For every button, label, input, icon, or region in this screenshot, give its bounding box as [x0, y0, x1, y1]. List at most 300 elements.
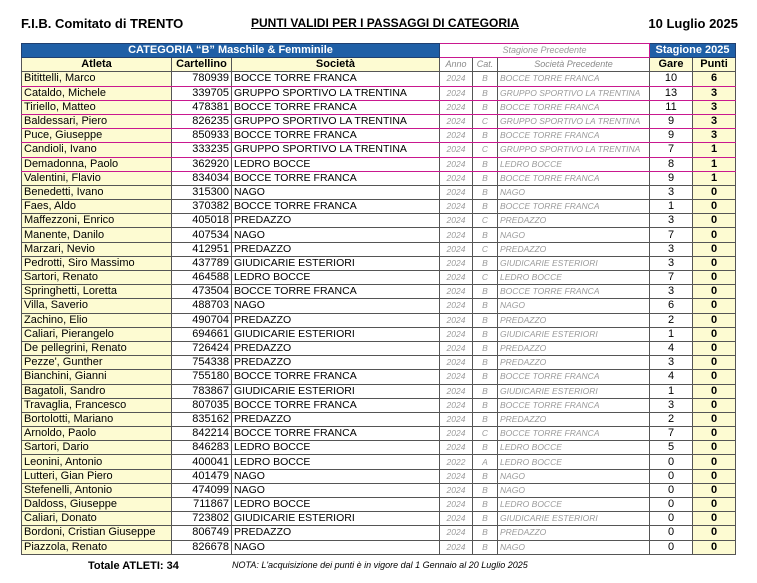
table-row [22, 412, 736, 426]
cell-gare: 9 [650, 114, 693, 128]
cell-societa-precedente: BOCCE TORRE FRANCA [498, 200, 650, 214]
table-row [22, 100, 736, 114]
cell-punti: 3 [693, 86, 736, 100]
col-header-anno: Anno [440, 58, 473, 72]
cell-gare: 8 [650, 157, 693, 171]
cell-cat: B [473, 200, 498, 214]
cell-atleta: Caliari, Donato [22, 512, 172, 526]
cell-punti: 0 [693, 398, 736, 412]
cell-anno: 2024 [440, 299, 473, 313]
cell-gare: 3 [650, 185, 693, 199]
cell-anno: 2024 [440, 313, 473, 327]
cell-cat: B [473, 441, 498, 455]
cell-atleta: Travaglia, Francesco [22, 398, 172, 412]
cell-societa: BOCCE TORRE FRANCA [232, 398, 440, 412]
cell-anno: 2024 [440, 242, 473, 256]
cell-cat: B [473, 185, 498, 199]
cell-punti: 0 [693, 370, 736, 384]
cell-cartellino: 315300 [172, 185, 232, 199]
cell-anno: 2024 [440, 100, 473, 114]
cell-punti: 0 [693, 498, 736, 512]
cell-cat: B [473, 398, 498, 412]
cell-societa: PREDAZZO [232, 412, 440, 426]
cell-cartellino: 755180 [172, 370, 232, 384]
cell-societa: GRUPPO SPORTIVO LA TRENTINA [232, 86, 440, 100]
cell-punti: 0 [693, 327, 736, 341]
cell-anno: 2024 [440, 356, 473, 370]
cell-cat: C [473, 271, 498, 285]
cell-atleta: Demadonna, Paolo [22, 157, 172, 171]
cell-societa-precedente: BOCCE TORRE FRANCA [498, 100, 650, 114]
table-row [22, 129, 736, 143]
table-row [22, 427, 736, 441]
cell-cartellino: 412951 [172, 242, 232, 256]
cell-gare: 0 [650, 455, 693, 469]
cell-societa-precedente: PREDAZZO [498, 412, 650, 426]
cell-societa-precedente: GIUDICARIE ESTERIORI [498, 384, 650, 398]
col-header-gare: Gare [650, 58, 693, 72]
cell-atleta: Bordoni, Cristian Giuseppe [22, 526, 172, 540]
cell-societa-precedente: BOCCE TORRE FRANCA [498, 427, 650, 441]
cell-punti: 0 [693, 540, 736, 554]
cell-societa-precedente: GRUPPO SPORTIVO LA TRENTINA [498, 86, 650, 100]
cell-cat: C [473, 214, 498, 228]
cell-societa: BOCCE TORRE FRANCA [232, 285, 440, 299]
cell-societa-precedente: PREDAZZO [498, 526, 650, 540]
cell-cartellino: 850933 [172, 129, 232, 143]
cell-cartellino: 754338 [172, 356, 232, 370]
cell-societa: PREDAZZO [232, 526, 440, 540]
cell-punti: 0 [693, 412, 736, 426]
cell-anno: 2024 [440, 143, 473, 157]
cell-cat: B [473, 86, 498, 100]
cell-societa-precedente: NAGO [498, 299, 650, 313]
footer-note: NOTA: L'acquisizione dei punti è in vigore dal 1 Gennaio al 20 Luglio 2025 [232, 560, 528, 570]
cell-societa: PREDAZZO [232, 341, 440, 355]
cell-punti: 0 [693, 356, 736, 370]
cell-atleta: Pezze', Gunther [22, 356, 172, 370]
cell-societa: PREDAZZO [232, 214, 440, 228]
cell-societa: GIUDICARIE ESTERIORI [232, 256, 440, 270]
cell-societa: NAGO [232, 483, 440, 497]
cell-anno: 2024 [440, 370, 473, 384]
cell-gare: 1 [650, 327, 693, 341]
cell-cartellino: 473504 [172, 285, 232, 299]
cell-anno: 2024 [440, 271, 473, 285]
cell-atleta: Sartori, Dario [22, 441, 172, 455]
cell-societa-precedente: NAGO [498, 185, 650, 199]
cell-societa-precedente: LEDRO BOCCE [498, 157, 650, 171]
cell-cartellino: 826678 [172, 540, 232, 554]
cell-societa: NAGO [232, 469, 440, 483]
table-row [22, 370, 736, 384]
cell-punti: 0 [693, 214, 736, 228]
cell-societa-precedente: BOCCE TORRE FRANCA [498, 285, 650, 299]
cell-punti: 0 [693, 228, 736, 242]
table-row [22, 72, 736, 86]
cell-atleta: Lutteri, Gian Piero [22, 469, 172, 483]
table-row [22, 441, 736, 455]
cell-societa: BOCCE TORRE FRANCA [232, 427, 440, 441]
cell-cat: B [473, 512, 498, 526]
cell-cat: A [473, 455, 498, 469]
cell-societa-precedente: GIUDICARIE ESTERIORI [498, 512, 650, 526]
cell-cartellino: 783867 [172, 384, 232, 398]
table-row [22, 384, 736, 398]
cell-punti: 0 [693, 285, 736, 299]
cell-cat: B [473, 526, 498, 540]
cell-atleta: Zachino, Elio [22, 313, 172, 327]
cell-cat: C [473, 143, 498, 157]
cell-cat: B [473, 341, 498, 355]
cell-societa: GIUDICARIE ESTERIORI [232, 327, 440, 341]
cell-societa-precedente: PREDAZZO [498, 214, 650, 228]
cell-cat: C [473, 242, 498, 256]
table-row [22, 157, 736, 171]
cell-cartellino: 694661 [172, 327, 232, 341]
cell-cat: B [473, 370, 498, 384]
cell-cat: B [473, 285, 498, 299]
cell-societa-precedente: GRUPPO SPORTIVO LA TRENTINA [498, 114, 650, 128]
cell-gare: 3 [650, 356, 693, 370]
cell-cartellino: 806749 [172, 526, 232, 540]
cell-cartellino: 464588 [172, 271, 232, 285]
cell-atleta: Cataldo, Michele [22, 86, 172, 100]
cell-societa-precedente: BOCCE TORRE FRANCA [498, 72, 650, 86]
cell-atleta: Bagatoli, Sandro [22, 384, 172, 398]
col-header-societa-precedente: Società Precedente [498, 58, 650, 72]
cell-gare: 3 [650, 256, 693, 270]
table-body [22, 72, 736, 554]
cell-societa: PREDAZZO [232, 356, 440, 370]
cell-cartellino: 711867 [172, 498, 232, 512]
cell-punti: 0 [693, 341, 736, 355]
cell-cartellino: 780939 [172, 72, 232, 86]
category-title: CATEGORIA “B” Maschile & Femminile [22, 44, 440, 58]
cell-punti: 0 [693, 483, 736, 497]
cell-atleta: Stefenelli, Antonio [22, 483, 172, 497]
table-row [22, 242, 736, 256]
cell-anno: 2024 [440, 512, 473, 526]
table-row [22, 256, 736, 270]
cell-cat: B [473, 412, 498, 426]
cell-societa: BOCCE TORRE FRANCA [232, 100, 440, 114]
points-table [21, 43, 736, 555]
committee-title: F.I.B. Comitato di TRENTO [21, 16, 184, 31]
table-row [22, 185, 736, 199]
cell-cartellino: 490704 [172, 313, 232, 327]
document-title: PUNTI VALIDI PER I PASSAGGI DI CATEGORIA [251, 16, 520, 30]
cell-cartellino: 407534 [172, 228, 232, 242]
table-row [22, 228, 736, 242]
cell-societa: BOCCE TORRE FRANCA [232, 200, 440, 214]
table-row [22, 398, 736, 412]
cell-cartellino: 478381 [172, 100, 232, 114]
cell-cat: B [473, 384, 498, 398]
cell-cartellino: 726424 [172, 341, 232, 355]
cell-cat: B [473, 540, 498, 554]
cell-societa: GRUPPO SPORTIVO LA TRENTINA [232, 114, 440, 128]
table-row [22, 356, 736, 370]
cell-anno: 2024 [440, 114, 473, 128]
cell-societa-precedente: GIUDICARIE ESTERIORI [498, 256, 650, 270]
cell-societa-precedente: NAGO [498, 483, 650, 497]
cell-societa: PREDAZZO [232, 242, 440, 256]
cell-atleta: Candioli, Ivano [22, 143, 172, 157]
cell-punti: 3 [693, 100, 736, 114]
cell-punti: 0 [693, 200, 736, 214]
cell-anno: 2024 [440, 72, 473, 86]
cell-atleta: Leonini, Antonio [22, 455, 172, 469]
cell-gare: 3 [650, 398, 693, 412]
cell-anno: 2024 [440, 171, 473, 185]
cell-anno: 2024 [440, 427, 473, 441]
cell-cat: B [473, 157, 498, 171]
cell-cartellino: 723802 [172, 512, 232, 526]
cell-societa-precedente: PREDAZZO [498, 341, 650, 355]
cell-anno: 2024 [440, 526, 473, 540]
cell-societa: LEDRO BOCCE [232, 157, 440, 171]
cell-gare: 0 [650, 512, 693, 526]
cell-societa-precedente: PREDAZZO [498, 356, 650, 370]
cell-gare: 4 [650, 370, 693, 384]
cell-atleta: Baldessari, Piero [22, 114, 172, 128]
cell-gare: 3 [650, 242, 693, 256]
table-row [22, 200, 736, 214]
cell-societa-precedente: BOCCE TORRE FRANCA [498, 370, 650, 384]
cell-societa-precedente: PREDAZZO [498, 242, 650, 256]
cell-societa: LEDRO BOCCE [232, 271, 440, 285]
cell-gare: 0 [650, 469, 693, 483]
cell-societa: BOCCE TORRE FRANCA [232, 129, 440, 143]
table-row [22, 469, 736, 483]
cell-gare: 11 [650, 100, 693, 114]
cell-punti: 0 [693, 384, 736, 398]
cell-punti: 0 [693, 242, 736, 256]
table-row [22, 540, 736, 554]
table-row [22, 483, 736, 497]
total-athletes-value: 34 [166, 560, 179, 572]
cell-cat: B [473, 313, 498, 327]
col-header-cat: Cat. [473, 58, 498, 72]
cell-punti: 0 [693, 256, 736, 270]
cell-cartellino: 405018 [172, 214, 232, 228]
cell-punti: 3 [693, 129, 736, 143]
cell-cat: B [473, 483, 498, 497]
cell-gare: 3 [650, 285, 693, 299]
cell-atleta: Bianchini, Gianni [22, 370, 172, 384]
col-header-punti: Punti [693, 58, 736, 72]
table-row [22, 327, 736, 341]
table-row [22, 313, 736, 327]
cell-anno: 2024 [440, 200, 473, 214]
cell-societa: BOCCE TORRE FRANCA [232, 370, 440, 384]
cell-anno: 2024 [440, 327, 473, 341]
cell-societa: PREDAZZO [232, 313, 440, 327]
table-row [22, 86, 736, 100]
cell-gare: 0 [650, 540, 693, 554]
cell-punti: 0 [693, 313, 736, 327]
cell-societa-precedente: PREDAZZO [498, 313, 650, 327]
cell-societa: BOCCE TORRE FRANCA [232, 72, 440, 86]
cell-anno: 2024 [440, 214, 473, 228]
cell-societa: NAGO [232, 540, 440, 554]
cell-gare: 0 [650, 498, 693, 512]
total-athletes [88, 560, 179, 572]
cell-cat: B [473, 256, 498, 270]
table-row [22, 271, 736, 285]
cell-atleta: Daldoss, Giuseppe [22, 498, 172, 512]
cell-societa-precedente: NAGO [498, 540, 650, 554]
cell-atleta: Villa, Saverio [22, 299, 172, 313]
cell-societa-precedente: LEDRO BOCCE [498, 441, 650, 455]
previous-season-title: Stagione Precedente [440, 44, 650, 58]
cell-cat: B [473, 129, 498, 143]
season-title: Stagione 2025 [650, 44, 736, 58]
cell-punti: 0 [693, 271, 736, 285]
cell-atleta: Pedrotti, Siro Massimo [22, 256, 172, 270]
cell-punti: 0 [693, 455, 736, 469]
cell-societa: GIUDICARIE ESTERIORI [232, 512, 440, 526]
cell-anno: 2024 [440, 398, 473, 412]
cell-cartellino: 437789 [172, 256, 232, 270]
cell-atleta: Springhetti, Loretta [22, 285, 172, 299]
cell-societa-precedente: BOCCE TORRE FRANCA [498, 129, 650, 143]
col-header-cartellino: Cartellino [172, 58, 232, 72]
cell-gare: 1 [650, 200, 693, 214]
cell-societa-precedente: LEDRO BOCCE [498, 455, 650, 469]
cell-gare: 2 [650, 313, 693, 327]
table-row [22, 214, 736, 228]
cell-punti: 0 [693, 299, 736, 313]
table-row [22, 299, 736, 313]
cell-punti: 0 [693, 526, 736, 540]
cell-societa: LEDRO BOCCE [232, 455, 440, 469]
cell-anno: 2022 [440, 455, 473, 469]
cell-cartellino: 401479 [172, 469, 232, 483]
cell-punti: 0 [693, 441, 736, 455]
cell-societa: LEDRO BOCCE [232, 441, 440, 455]
cell-gare: 9 [650, 171, 693, 185]
cell-anno: 2024 [440, 540, 473, 554]
cell-anno: 2024 [440, 285, 473, 299]
cell-anno: 2024 [440, 157, 473, 171]
cell-cat: B [473, 228, 498, 242]
cell-anno: 2024 [440, 469, 473, 483]
cell-societa-precedente: NAGO [498, 469, 650, 483]
cell-cartellino: 807035 [172, 398, 232, 412]
cell-cartellino: 362920 [172, 157, 232, 171]
cell-atleta: Valentini, Flavio [22, 171, 172, 185]
cell-atleta: Piazzola, Renato [22, 540, 172, 554]
cell-societa: NAGO [232, 299, 440, 313]
cell-societa-precedente: NAGO [498, 228, 650, 242]
cell-atleta: De pellegrini, Renato [22, 341, 172, 355]
cell-gare: 6 [650, 299, 693, 313]
cell-punti: 0 [693, 185, 736, 199]
cell-cat: C [473, 427, 498, 441]
table-row [22, 498, 736, 512]
cell-cartellino: 488703 [172, 299, 232, 313]
cell-cat: B [473, 299, 498, 313]
cell-societa-precedente: BOCCE TORRE FRANCA [498, 398, 650, 412]
cell-cat: B [473, 327, 498, 341]
cell-punti: 1 [693, 143, 736, 157]
col-header-atleta: Atleta [22, 58, 172, 72]
total-athletes-label: Totale ATLETI: [88, 560, 164, 572]
cell-cat: B [473, 171, 498, 185]
cell-cartellino: 474099 [172, 483, 232, 497]
cell-gare: 1 [650, 384, 693, 398]
cell-anno: 2024 [440, 412, 473, 426]
cell-punti: 0 [693, 469, 736, 483]
cell-punti: 0 [693, 512, 736, 526]
cell-gare: 0 [650, 483, 693, 497]
cell-cartellino: 846283 [172, 441, 232, 455]
cell-cartellino: 370382 [172, 200, 232, 214]
cell-anno: 2024 [440, 185, 473, 199]
cell-cartellino: 333235 [172, 143, 232, 157]
cell-punti: 6 [693, 72, 736, 86]
cell-atleta: Maffezzoni, Enrico [22, 214, 172, 228]
cell-atleta: Marzari, Nevio [22, 242, 172, 256]
cell-anno: 2024 [440, 498, 473, 512]
cell-gare: 7 [650, 143, 693, 157]
cell-punti: 3 [693, 114, 736, 128]
cell-cartellino: 835162 [172, 412, 232, 426]
cell-cartellino: 339705 [172, 86, 232, 100]
cell-gare: 2 [650, 412, 693, 426]
cell-societa-precedente: LEDRO BOCCE [498, 271, 650, 285]
table-row [22, 114, 736, 128]
cell-societa-precedente: LEDRO BOCCE [498, 498, 650, 512]
cell-anno: 2024 [440, 384, 473, 398]
cell-cartellino: 400041 [172, 455, 232, 469]
cell-societa: NAGO [232, 228, 440, 242]
cell-gare: 7 [650, 427, 693, 441]
cell-societa: GIUDICARIE ESTERIORI [232, 384, 440, 398]
cell-cat: B [473, 356, 498, 370]
cell-societa-precedente: GIUDICARIE ESTERIORI [498, 327, 650, 341]
cell-cartellino: 834034 [172, 171, 232, 185]
cell-cat: B [473, 72, 498, 86]
cell-societa: NAGO [232, 185, 440, 199]
cell-societa: GRUPPO SPORTIVO LA TRENTINA [232, 143, 440, 157]
cell-anno: 2024 [440, 341, 473, 355]
table-row [22, 526, 736, 540]
cell-anno: 2024 [440, 129, 473, 143]
table-row [22, 341, 736, 355]
table-row [22, 285, 736, 299]
cell-punti: 0 [693, 427, 736, 441]
cell-atleta: Bitittelli, Marco [22, 72, 172, 86]
cell-punti: 1 [693, 171, 736, 185]
cell-gare: 7 [650, 228, 693, 242]
cell-gare: 5 [650, 441, 693, 455]
table-row [22, 143, 736, 157]
cell-atleta: Benedetti, Ivano [22, 185, 172, 199]
cell-atleta: Manente, Danilo [22, 228, 172, 242]
cell-cat: B [473, 469, 498, 483]
cell-cartellino: 826235 [172, 114, 232, 128]
cell-anno: 2024 [440, 228, 473, 242]
cell-societa-precedente: GRUPPO SPORTIVO LA TRENTINA [498, 143, 650, 157]
cell-anno: 2024 [440, 483, 473, 497]
cell-atleta: Faes, Aldo [22, 200, 172, 214]
cell-cat: B [473, 498, 498, 512]
cell-gare: 10 [650, 72, 693, 86]
table-row [22, 171, 736, 185]
